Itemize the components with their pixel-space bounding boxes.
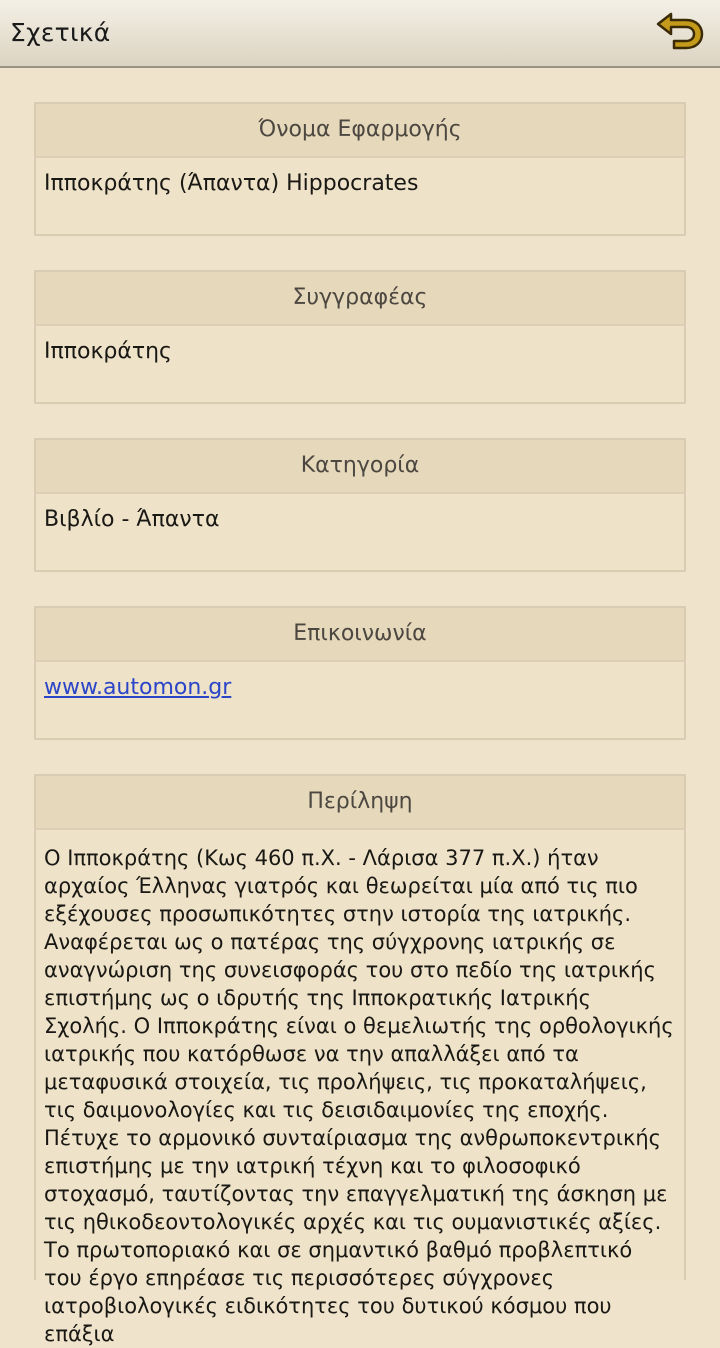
summary-text[interactable]: Ο Ιπποκράτης (Κως 460 π.Χ. - Λάρισα 377 π.Χ.) ήταν αρχαίος Έλληνας γιατρός και θεωρείται μία από τις πιο εξέχουσες προσωπικότητες στην ιστορία της ιατρικής. Αναφέρεται ως ο πατέρας της σύγχρονης ιατρικής σε αναγνώριση της συνεισφοράς του στο πεδίο της ιατρικής επιστήμης ως ο ιδρυτής της Ιπποκρατικής Ιατρικής Σχολής. Ο Ιπποκράτης είναι ο θεμελιωτής της ορθολογικής ιατρικής που κατόρθωσε να την απαλλάξει από τα μεταφυσικά στοιχεία, τις προλήψεις, τις προκαταλήψεις, τις δαιμονολογίες και τις δεισιδαιμονίες της εποχής. Πέτυχε το αρμονικό συνταίριασμα της ανθρωποκεντρικής επιστήμης με την ιατρική τέχνη και το φιλοσοφικό στοχασμό, ταυτίζοντας την επαγγελματική της άσκηση με τις ηθικοδεοντολογικές αρχές και τις ουμανιστικές αξίες. Το πρωτοποριακό και σε σημαντικό βαθμό προβλεπτικό του έργο επηρέασε τις περισσότερες σύγχρονες ιατροβιολογικές ειδικότητες του δυτικού κόσμου που επάξια	[44, 846, 674, 1346]
contact-card	[34, 606, 686, 740]
app-name-value: Ιπποκράτης (Άπαντα) Hippocrates	[44, 171, 419, 196]
category-heading: Κατηγορία	[36, 440, 684, 494]
author-heading: Συγγραφέας	[36, 272, 684, 326]
author-value: Ιπποκράτης	[44, 339, 172, 364]
back-arrow-icon	[654, 10, 706, 58]
website-link[interactable]: www.automon.gr	[44, 675, 232, 700]
app-name-heading: Όνομα Εφαρμογής	[36, 104, 684, 158]
category-value: Βιβλίο - Άπαντα	[44, 507, 220, 532]
action-bar	[0, 0, 720, 68]
contact-body	[36, 662, 684, 702]
author-card	[34, 270, 686, 404]
category-card	[34, 438, 686, 572]
summary-heading: Περίληψη	[36, 776, 684, 830]
summary-card	[34, 774, 686, 1346]
app-name-card	[34, 102, 686, 236]
back-button[interactable]	[654, 10, 706, 58]
contact-heading: Επικοινωνία	[36, 608, 684, 662]
page-title: Σχετικά	[10, 18, 111, 47]
